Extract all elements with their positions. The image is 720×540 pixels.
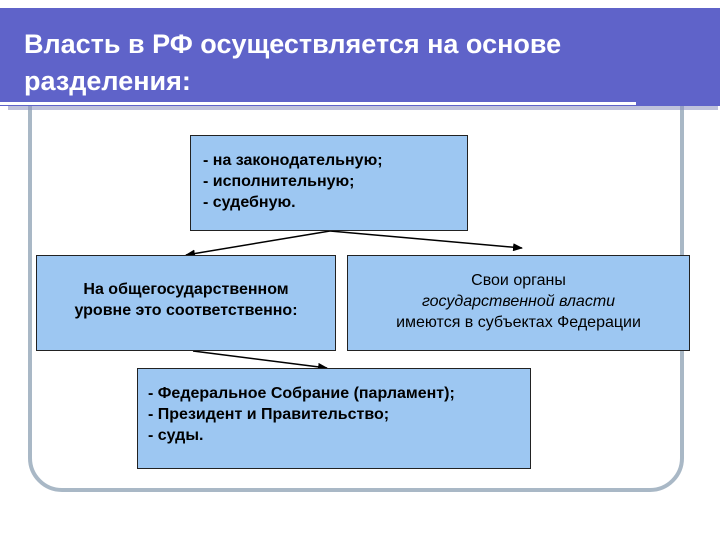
regional-level-line-1: Свои органы: [471, 272, 566, 289]
regional-level-box: [347, 255, 690, 351]
arrow-to-federal-level: [186, 231, 330, 255]
branch-judicial: - судебную.: [203, 194, 296, 211]
regional-level-line-3: имеются в субъектах Федерации: [396, 314, 641, 331]
arrow-to-regional-level: [330, 231, 522, 248]
federal-level-line-2: уровне это соответственно:: [74, 302, 298, 319]
federal-level-box: [36, 255, 336, 351]
branches-box: [190, 135, 468, 231]
body-federal-assembly: - Федеральное Собрание (парламент);: [148, 385, 455, 402]
federal-level-line-1: На общегосударственном: [83, 281, 289, 298]
arrow-to-federal-bodies: [193, 351, 327, 368]
federal-bodies-box: [137, 368, 531, 469]
branch-executive: - исполнительную;: [203, 173, 355, 190]
body-president-government: - Президент и Правительство;: [148, 406, 390, 423]
branch-legislative: - на законодательную;: [203, 152, 383, 169]
body-courts: - суды.: [148, 427, 204, 444]
regional-level-line-2: государственной власти: [421, 293, 616, 310]
title-line-1: Власть в РФ осуществляется на основе: [24, 29, 562, 59]
title-line-2: разделения:: [24, 66, 191, 96]
